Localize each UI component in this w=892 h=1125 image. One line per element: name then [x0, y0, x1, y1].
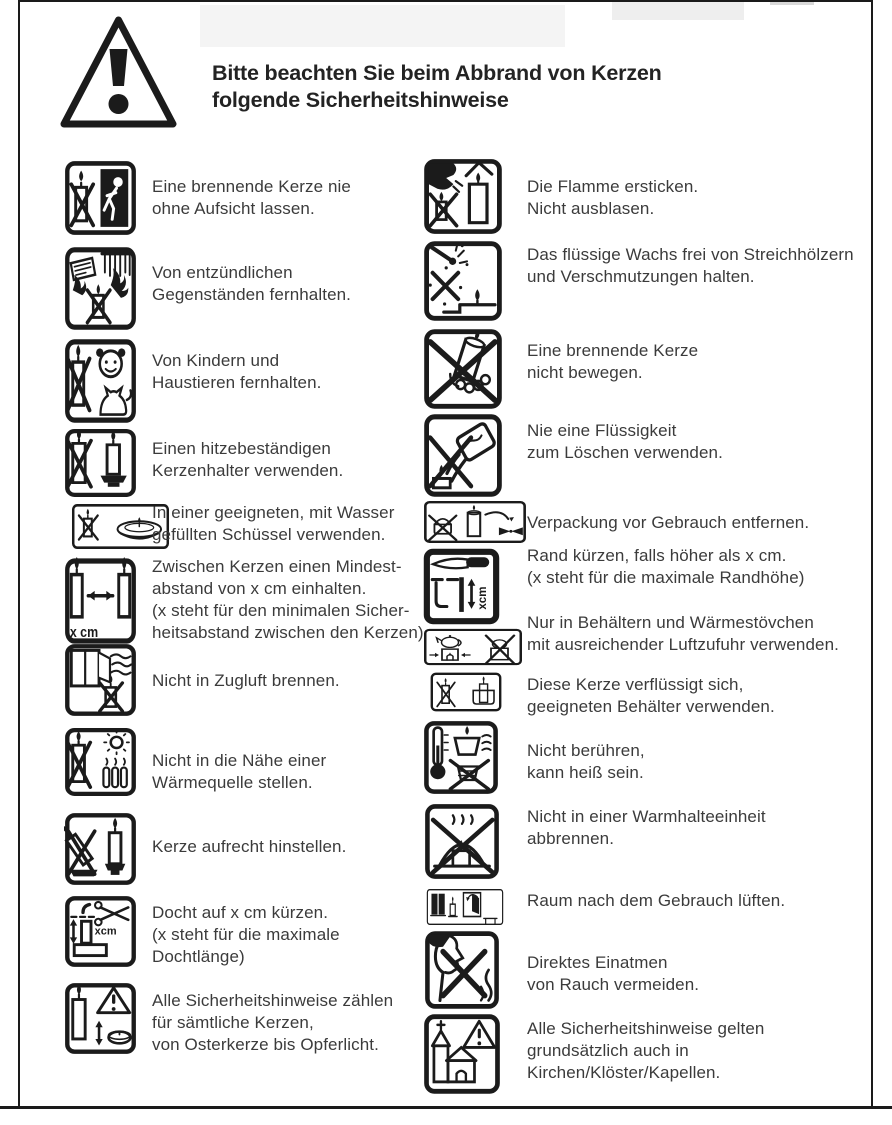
- church-use-icon: [423, 1013, 501, 1095]
- safety-item-text: [152, 176, 351, 220]
- safety-item-line: Eine brennende Kerze nie: [152, 177, 351, 196]
- safety-item-text: [152, 502, 394, 546]
- safety-item-text: [527, 612, 839, 656]
- safety-item-line: kann heiß sein.: [527, 763, 644, 782]
- safety-item-line: Gegenständen fernhalten.: [152, 285, 351, 304]
- safety-item-text: [152, 670, 340, 692]
- safety-item-line: Haustieren fernhalten.: [152, 373, 322, 392]
- safety-item-line: Nicht berühren,: [527, 741, 645, 760]
- safety-item-line: Nicht ausblasen.: [527, 199, 655, 218]
- safety-item-line: nicht bewegen.: [527, 363, 643, 382]
- safety-item-line: geeigneten Behälter verwenden.: [527, 697, 775, 716]
- safety-item-text: [527, 420, 723, 464]
- safety-item-line: Alle Sicherheitshinweise gelten: [527, 1019, 765, 1038]
- safety-item-line: Dochtlänge): [152, 947, 245, 966]
- safety-item-text: [152, 750, 326, 794]
- safety-item-line: (x steht für die maximale: [152, 925, 340, 944]
- safety-item-line: Von entzündlichen: [152, 263, 293, 282]
- trim-rim-icon: [423, 548, 500, 625]
- heat-source-icon: [64, 727, 137, 797]
- safety-item-text: [527, 545, 805, 589]
- safety-item-text: [527, 740, 645, 784]
- safety-item-text: [152, 262, 351, 306]
- safety-item-line: Nie eine Flüssigkeit: [527, 421, 677, 440]
- safety-item-line: Rand kürzen, falls höher als x cm.: [527, 546, 787, 565]
- safety-item-line: Nur in Behältern und Wärmestövchen: [527, 613, 814, 632]
- page-title-line2: folgende Sicherheitshinweise: [212, 88, 509, 112]
- safety-item-line: Kerze aufrecht hinstellen.: [152, 837, 347, 856]
- heat-resistant-holder-icon: [64, 428, 137, 498]
- svg-text:xcm: xcm: [94, 925, 117, 938]
- safety-item-line: Einen hitzebeständigen: [152, 439, 331, 458]
- safety-item-line: abbrennen.: [527, 829, 615, 848]
- safety-item-line: Die Flamme ersticken.: [527, 177, 699, 196]
- safety-item-line: abstand von x cm einhalten.: [152, 579, 367, 598]
- safety-item-line: Nicht in die Nähe einer: [152, 751, 327, 770]
- svg-text:xcm: xcm: [477, 586, 490, 610]
- safety-item-text: [527, 674, 775, 718]
- hot-surface-icon: [423, 720, 499, 795]
- safety-item-line: In einer geeigneten, mit Wasser: [152, 503, 395, 522]
- safety-item-line: von Rauch vermeiden.: [527, 975, 700, 994]
- safety-item-line: Verpackung vor Gebrauch entfernen.: [527, 513, 810, 532]
- upright-candle-icon: [64, 812, 137, 886]
- safety-item-line: für sämtliche Kerzen,: [152, 1013, 314, 1032]
- candle-distance-icon: [64, 557, 137, 645]
- safety-item-line: Raum nach dem Gebrauch lüften.: [527, 891, 786, 910]
- flammable-objects-icon: [64, 246, 137, 331]
- warming-unit-icon: [424, 803, 500, 880]
- trim-wick-icon: [64, 895, 137, 968]
- ventilate-room-icon: [426, 888, 504, 926]
- warning-triangle-icon: [57, 13, 180, 131]
- unattended-candle-icon: [64, 160, 137, 236]
- safety-item-line: Alle Sicherheitshinweise zählen: [152, 991, 394, 1010]
- safety-item-line: gefüllten Schüssel verwenden.: [152, 525, 386, 544]
- svg-text:x cm: x cm: [69, 624, 99, 641]
- liquefying-candle-icon: [430, 672, 502, 712]
- bottom-rule: [0, 1106, 892, 1109]
- safety-item-text: [152, 990, 393, 1056]
- safety-item-line: Von Kindern und: [152, 351, 280, 370]
- safety-item-text: [527, 176, 698, 220]
- safety-item-line: zum Löschen verwenden.: [527, 443, 723, 462]
- safety-item-text: [527, 512, 809, 534]
- warmer-airflow-icon: [423, 628, 523, 666]
- page-title-line1: Bitte beachten Sie beim Abbrand von Kerzen: [212, 61, 662, 85]
- page-title: [212, 60, 662, 114]
- safety-item-line: und Verschmutzungen halten.: [527, 267, 755, 286]
- draft-icon: [64, 643, 137, 717]
- safety-item-line: Nicht in einer Warmhalteeinheit: [527, 807, 766, 826]
- safety-item-text: [527, 952, 699, 996]
- safety-item-line: von Osterkerze bis Opferlicht.: [152, 1035, 379, 1054]
- moving-candle-icon: [423, 328, 503, 410]
- safety-item-text: [152, 836, 346, 858]
- remove-packaging-icon: [423, 500, 527, 544]
- smoke-inhalation-icon: [424, 930, 500, 1010]
- safety-item-line: grundsätzlich auch in: [527, 1041, 689, 1060]
- smother-flame-icon: [423, 158, 503, 235]
- safety-item-line: heitsabstand zwischen den Kerzen): [152, 623, 424, 642]
- safety-item-text: [152, 438, 343, 482]
- no-liquid-extinguish-icon: [423, 413, 503, 498]
- children-pets-icon: [64, 338, 137, 424]
- safety-item-line: (x steht für die maximale Randhöhe): [527, 568, 805, 587]
- safety-item-line: ohne Aufsicht lassen.: [152, 199, 315, 218]
- safety-item-line: Kerzenhalter verwenden.: [152, 461, 344, 480]
- clean-wax-icon: [423, 240, 503, 322]
- safety-item-line: Wärmequelle stellen.: [152, 773, 313, 792]
- safety-item-text: [527, 340, 698, 384]
- safety-item-line: (x steht für den minimalen Sicher-: [152, 601, 410, 620]
- safety-item-line: Diese Kerze verflüssigt sich,: [527, 675, 744, 694]
- safety-item-line: Zwischen Kerzen einen Mindest-: [152, 557, 402, 576]
- safety-item-line: Kirchen/Klöster/Kapellen.: [527, 1063, 721, 1082]
- safety-item-line: Das flüssige Wachs frei von Streichhölzern: [527, 245, 854, 264]
- safety-item-line: Nicht in Zugluft brennen.: [152, 671, 340, 690]
- safety-item-text: [527, 1018, 764, 1084]
- safety-item-text: [152, 350, 321, 394]
- all-candle-types-icon: [64, 982, 137, 1055]
- safety-item-text: [152, 556, 424, 644]
- safety-item-text: [527, 244, 854, 288]
- safety-item-text: [527, 806, 766, 850]
- safety-item-line: Direktes Einatmen: [527, 953, 668, 972]
- safety-item-line: Docht auf x cm kürzen.: [152, 903, 329, 922]
- safety-item-line: mit ausreichender Luftzufuhr verwenden.: [527, 635, 839, 654]
- safety-item-line: Eine brennende Kerze: [527, 341, 699, 360]
- safety-item-text: [152, 902, 340, 968]
- safety-item-text: [527, 890, 785, 912]
